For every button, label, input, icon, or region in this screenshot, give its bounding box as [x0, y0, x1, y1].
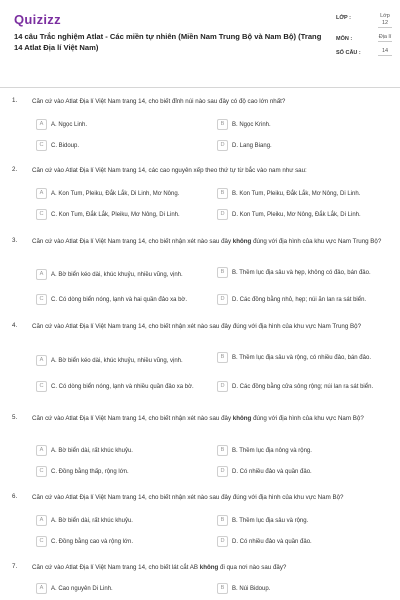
class-value: Lớp 12: [378, 13, 392, 28]
option-letter-box: B: [217, 515, 228, 526]
subject-label: MÔN :: [336, 36, 353, 42]
option-letter-box: B: [217, 583, 228, 594]
option-text: C. Kon Tum, Đắk Lắk, Pleiku, Mơ Nông, Di Linh.: [51, 212, 180, 218]
option-letter-box: B: [217, 352, 228, 363]
option-letter-box: A: [36, 269, 47, 280]
question-number: 6.: [12, 493, 18, 500]
option-text: D. Lang Biang.: [232, 143, 272, 149]
question-number: 2.: [12, 166, 18, 173]
question-text: [32, 414, 390, 423]
option-text: B. Thềm lục địa nông và rộng.: [232, 448, 312, 454]
option-text: B. Thềm lục địa sâu và rộng.: [232, 518, 309, 524]
option-letter-box: D: [217, 381, 228, 392]
option-letter-box: C: [36, 140, 47, 151]
question-text: Căn cứ vào Atlat Địa lí Việt Nam trang 14, cho biết đỉnh núi nào sau đây có độ cao lớn nhất?: [32, 98, 286, 105]
question-text-part: Căn cứ vào Atlat Địa lí Việt Nam trang 14, cho biết lát cắt AB: [32, 564, 200, 571]
option-text: B. Núi Bidoup.: [232, 586, 271, 592]
question-text: Căn cứ vào Atlat Địa lí Việt Nam trang 14, cho biết nhận xét nào sau đây đúng với địa hình của khu vực Nam Trung Bộ?: [32, 323, 362, 330]
subject-row: [336, 34, 392, 42]
question-text: Căn cứ vào Atlat Địa lí Việt Nam trang 14, các cao nguyên xếp theo thứ tự từ bắc vào nam như sau:: [32, 167, 307, 174]
worksheet-meta: [336, 13, 392, 62]
option-text: D. Kon Tum, Pleiku, Mơ Nông, Đắk Lắk, Di Linh.: [232, 212, 361, 218]
question-number: 1.: [12, 97, 18, 104]
option-text: C. Đồng bằng thấp, rộng lớn.: [51, 469, 129, 475]
question-text: [32, 237, 390, 246]
question-text-part: Căn cứ vào Atlat Địa lí Việt Nam trang 14, cho biết nhận xét nào sau đây: [32, 238, 233, 245]
option-letter-box: B: [217, 119, 228, 130]
class-row: [336, 13, 392, 28]
option-text: B. Thềm lục địa sâu và rộng, có nhiều đảo, bán đảo.: [232, 355, 371, 361]
option-text: B. Thềm lục địa sâu và hẹp, không có đảo, bán đảo.: [232, 270, 371, 276]
option-letter-box: A: [36, 188, 47, 199]
option-letter-box: B: [217, 188, 228, 199]
option-letter-box: B: [217, 267, 228, 278]
subject-value: Địa lí: [378, 34, 392, 40]
option-letter-box: D: [217, 209, 228, 220]
option-text: D. Có nhiều đảo và quần đảo.: [232, 539, 312, 545]
option-letter-box: C: [36, 209, 47, 220]
option-text: C. Có dòng biển nóng, lạnh và nhiều quần đảo xa bờ.: [51, 384, 194, 390]
worksheet-header: [0, 0, 400, 88]
option-text: C. Có dòng biển nóng, lạnh và hai quần đảo xa bờ.: [51, 297, 188, 303]
option-letter-box: D: [217, 294, 228, 305]
count-label: SỐ CÂU :: [336, 50, 361, 56]
option-letter-box: D: [217, 466, 228, 477]
option-letter-box: D: [217, 536, 228, 547]
class-label: LỚP :: [336, 15, 351, 21]
option-text: D. Các đồng bằng nhỏ, hẹp; núi ăn lan ra sát biển.: [232, 297, 367, 303]
option-text: A. Bờ biển kéo dài, khúc khuỷu, nhiều vũng, vịnh.: [51, 358, 183, 364]
option-text: A. Bờ biển kéo dài, khúc khuỷu, nhiều vũng, vịnh.: [51, 272, 183, 278]
option-letter-box: C: [36, 536, 47, 547]
option-text: A. Kon Tum, Pleiku, Đắk Lắk, Di Linh, Mơ Nông.: [51, 191, 180, 197]
question-number: 4.: [12, 322, 18, 329]
option-letter-box: B: [217, 445, 228, 456]
question-emphasis: không: [232, 238, 252, 245]
quizizz-logo: Quizizz: [14, 12, 61, 27]
question-text-part: đúng với địa hình của khu vực Nam Trung Bộ?: [251, 238, 382, 245]
question-text-part: đi qua nơi nào sau đây?: [218, 564, 287, 571]
worksheet-title: 14 câu Trắc nghiệm Atlat - Các miền tự nhiên (Miền Nam Trung Bộ và Nam Bộ) (Trang 14 Atlat Địa lí Việt Nam): [14, 32, 322, 52]
option-letter-box: A: [36, 445, 47, 456]
count-value: 14: [378, 48, 392, 56]
option-text: A. Ngọc Linh.: [51, 122, 88, 128]
question-emphasis: không: [199, 564, 219, 571]
question-number: 7.: [12, 563, 18, 570]
option-letter-box: C: [36, 381, 47, 392]
option-letter-box: A: [36, 583, 47, 594]
question-text-part: Căn cứ vào Atlat Địa lí Việt Nam trang 14, cho biết nhận xét nào sau đây: [32, 415, 233, 422]
option-letter-box: C: [36, 294, 47, 305]
question-number: 5.: [12, 414, 18, 421]
option-text: C. Bidoup.: [51, 143, 80, 149]
option-letter-box: C: [36, 466, 47, 477]
option-letter-box: A: [36, 355, 47, 366]
option-text: B. Ngọc Krinh.: [232, 122, 271, 128]
option-letter-box: D: [217, 140, 228, 151]
question-text: Căn cứ vào Atlat Địa lí Việt Nam trang 14, cho biết nhận xét nào sau đây đúng với địa hình của khu vực Nam Bộ?: [32, 494, 344, 501]
question-text: [32, 563, 390, 572]
option-text: C. Đồng bằng cao và rộng lớn.: [51, 539, 133, 545]
option-text: A. Cao nguyên Di Linh.: [51, 586, 113, 592]
question-number: 3.: [12, 237, 18, 244]
option-letter-box: A: [36, 119, 47, 130]
question-emphasis: không: [232, 415, 252, 422]
option-text: A. Bờ biển dài, rất khúc khuỷu.: [51, 448, 133, 454]
option-letter-box: A: [36, 515, 47, 526]
option-text: D. Có nhiều đảo và quần đảo.: [232, 469, 312, 475]
option-text: A. Bờ biển dài, rất khúc khuỷu.: [51, 518, 133, 524]
option-text: B. Kon Tum, Pleiku, Đắk Lắk, Mơ Nông, Di Linh.: [232, 191, 361, 197]
option-text: D. Các đồng bằng cửa sông rộng; núi lan ra sát biển.: [232, 384, 374, 390]
count-row: [336, 48, 392, 56]
question-text-part: đúng với địa hình của khu vực Nam Bộ?: [251, 415, 364, 422]
